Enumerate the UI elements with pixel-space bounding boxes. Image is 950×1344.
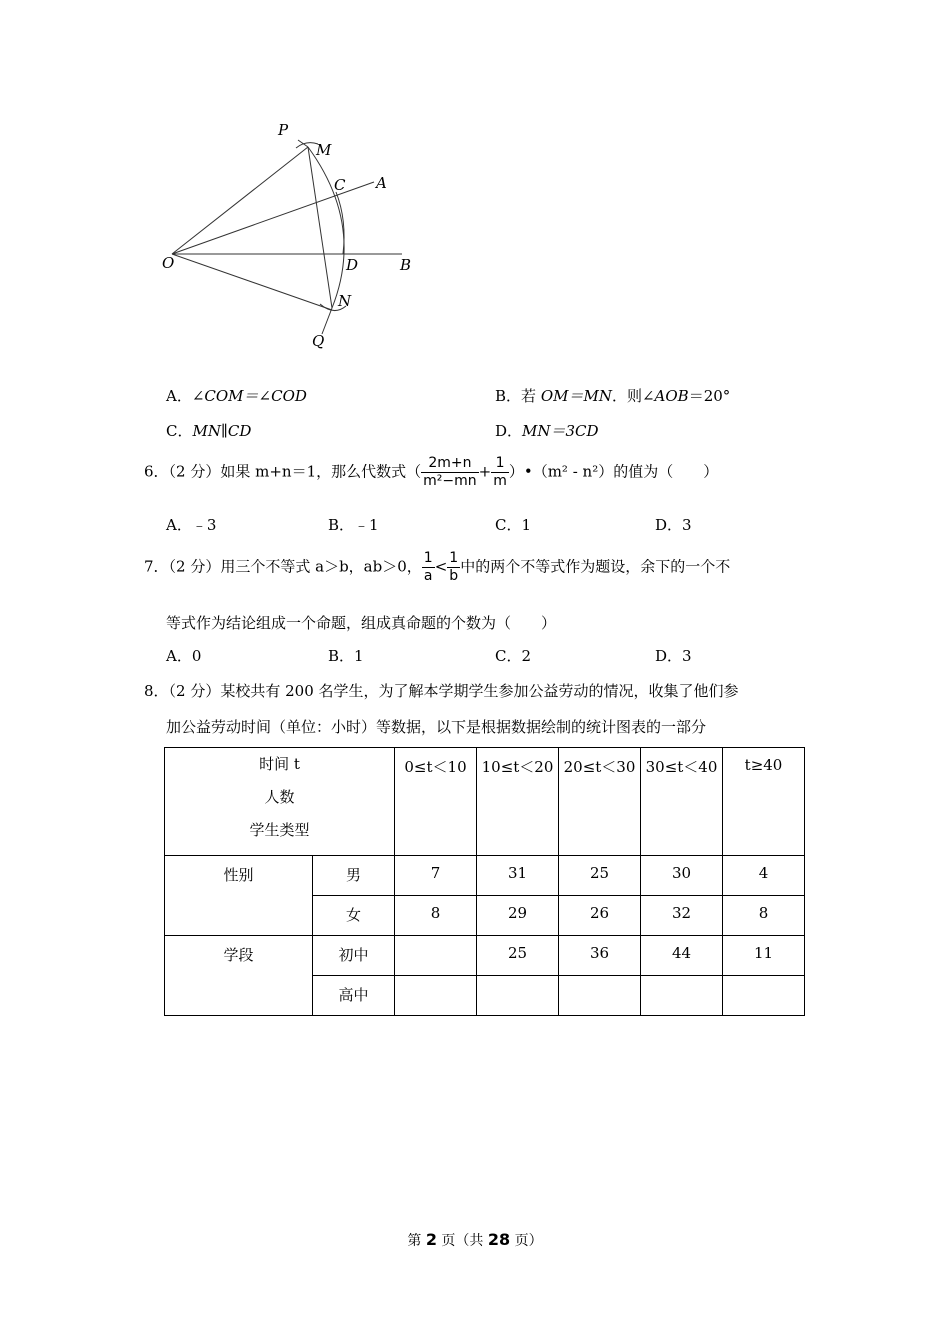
table-row-label: 初中: [313, 936, 395, 976]
q6-plus: +: [478, 462, 492, 481]
table-cell: 7: [395, 856, 477, 896]
q7-lt: <: [434, 557, 448, 576]
q6-number: 6．: [144, 462, 169, 481]
option-label: C．: [166, 422, 193, 440]
q7-option-d: D．3: [655, 647, 692, 665]
table-cell: [559, 976, 641, 1016]
q6-option-d: D．3: [655, 516, 692, 534]
q6-score: （2 分）如果: [168, 462, 256, 481]
option-text: ∠COM＝∠COD: [191, 387, 307, 405]
option-text: MN＝3CD: [522, 422, 599, 440]
table-row: [165, 856, 805, 896]
label-C: C: [334, 176, 346, 194]
q7-fraction-b: [447, 550, 460, 585]
table-cell: 32: [641, 896, 723, 936]
table-cell: [723, 976, 805, 1016]
footer-total-pages: 28: [487, 1230, 511, 1249]
fraction-denominator: b: [449, 568, 459, 584]
table-row-label: 男: [313, 856, 395, 896]
label-P: P: [278, 121, 289, 139]
option-label: A．: [166, 387, 192, 405]
option-post: ＝20°: [688, 387, 731, 405]
label-B: B: [400, 256, 412, 274]
table-cell: [395, 976, 477, 1016]
fraction-denominator: m²−mn: [423, 473, 477, 489]
q5-option-a: [166, 385, 307, 406]
footer-pre: 第: [407, 1233, 426, 1249]
arc-CD: [336, 192, 344, 254]
table-column-header: 0≤t＜10: [395, 748, 477, 856]
q7-stem-line1: [144, 550, 730, 585]
footer-mid: 页（共: [436, 1233, 488, 1249]
table-cell: 8: [395, 896, 477, 936]
table-row: [165, 936, 805, 976]
header-corner-line: 时间 t: [259, 755, 300, 773]
q8-stem-line2: 加公益劳动时间（单位：小时）等数据，以下是根据数据绘制的统计图表的一部分: [166, 718, 707, 736]
ray-OM: [172, 147, 308, 254]
label-M: M: [316, 141, 332, 159]
table-cell: 11: [723, 936, 805, 976]
option-italic: AOB: [654, 387, 689, 405]
table-cell: 4: [723, 856, 805, 896]
q6-fraction-2: [491, 455, 509, 490]
table-cell: [641, 976, 723, 1016]
label-D: D: [346, 256, 359, 274]
q7-fraction-a: [422, 550, 435, 585]
geometry-figure: [150, 110, 440, 360]
table-cell: 25: [477, 936, 559, 976]
q8-text: （2 分）某校共有 200 名学生，为了解本学期学生参加公益劳动的情况，收集了他们参: [168, 682, 739, 700]
q7-option-b: B．1: [328, 647, 364, 665]
q6-after: ）•（m² - n²）的值为（ ）: [508, 462, 719, 481]
table-column-header: 20≤t＜30: [559, 748, 641, 856]
table-cell: 44: [641, 936, 723, 976]
label-O: O: [162, 254, 175, 272]
ray-Q: [322, 308, 332, 334]
table-cell: 25: [559, 856, 641, 896]
table-cell: [395, 936, 477, 976]
table-cell: 31: [477, 856, 559, 896]
q8-data-table: [164, 747, 805, 1016]
option-label: B．: [495, 387, 522, 405]
header-corner-line: 学生类型: [249, 821, 310, 839]
header-corner-line: 人数: [264, 788, 295, 806]
q5-option-d: [495, 420, 599, 441]
q8-stem-line1: [144, 680, 739, 701]
segment-MN: [308, 147, 332, 308]
fraction-denominator: m: [493, 473, 507, 489]
table-cell: 30: [641, 856, 723, 896]
fraction-numerator: 1: [423, 550, 433, 566]
q7-post: 中的两个不等式作为题设，余下的一个不: [460, 557, 731, 576]
footer-page-number: 2: [425, 1230, 437, 1249]
q6-option-a: A．﹣3: [166, 516, 217, 534]
fraction-numerator: 2m+n: [421, 455, 479, 473]
option-label: D．: [495, 422, 523, 440]
q7-pre: （2 分）用三个不等式 a＞b，ab＞0，: [168, 557, 422, 576]
option-mid: ．则∠: [611, 387, 655, 405]
option-pre: 若: [521, 387, 541, 405]
table-cell: 26: [559, 896, 641, 936]
label-Q: Q: [312, 332, 325, 350]
option-text: OM＝MN: [540, 387, 612, 405]
q7-stem-line2: 等式作为结论组成一个命题，组成真命题的个数为（ ）: [166, 614, 557, 632]
q8-number: 8．: [144, 682, 169, 700]
table-row-label: 女: [313, 896, 395, 936]
table-group-label: 学段: [165, 936, 313, 1016]
footer-post: 页）: [510, 1233, 543, 1249]
table-column-header: 30≤t＜40: [641, 748, 723, 856]
fraction-numerator: 1: [491, 455, 509, 473]
q6-fraction-1: [421, 455, 479, 490]
table-cell: 29: [477, 896, 559, 936]
q5-option-c: [166, 420, 251, 441]
arc-MN: [308, 147, 344, 308]
q7-option-c: C．2: [495, 647, 532, 665]
q7-option-a: A．0: [166, 647, 202, 665]
table-header-corner: [165, 748, 395, 856]
q6-cond: m+n＝1，那么代数式（: [255, 462, 422, 481]
table-group-label: 性别: [165, 856, 313, 936]
q6-option-b: B．﹣1: [328, 516, 379, 534]
table-row-label: 高中: [313, 976, 395, 1016]
q7-number: 7．: [144, 557, 169, 576]
page-footer: [0, 1230, 950, 1250]
table-cell: [477, 976, 559, 1016]
fraction-denominator: a: [423, 568, 433, 584]
ray-ON: [172, 254, 332, 310]
label-A: A: [376, 174, 387, 192]
table-cell: 36: [559, 936, 641, 976]
label-N: N: [338, 292, 352, 310]
table-column-header: 10≤t＜20: [477, 748, 559, 856]
table-cell: 8: [723, 896, 805, 936]
table-column-header: t≥40: [723, 748, 805, 856]
q5-option-b: [495, 385, 730, 406]
fraction-numerator: 1: [449, 550, 459, 566]
q6-option-c: C．1: [495, 516, 532, 534]
q6-stem: [144, 455, 718, 490]
option-text: MN∥CD: [192, 422, 252, 440]
